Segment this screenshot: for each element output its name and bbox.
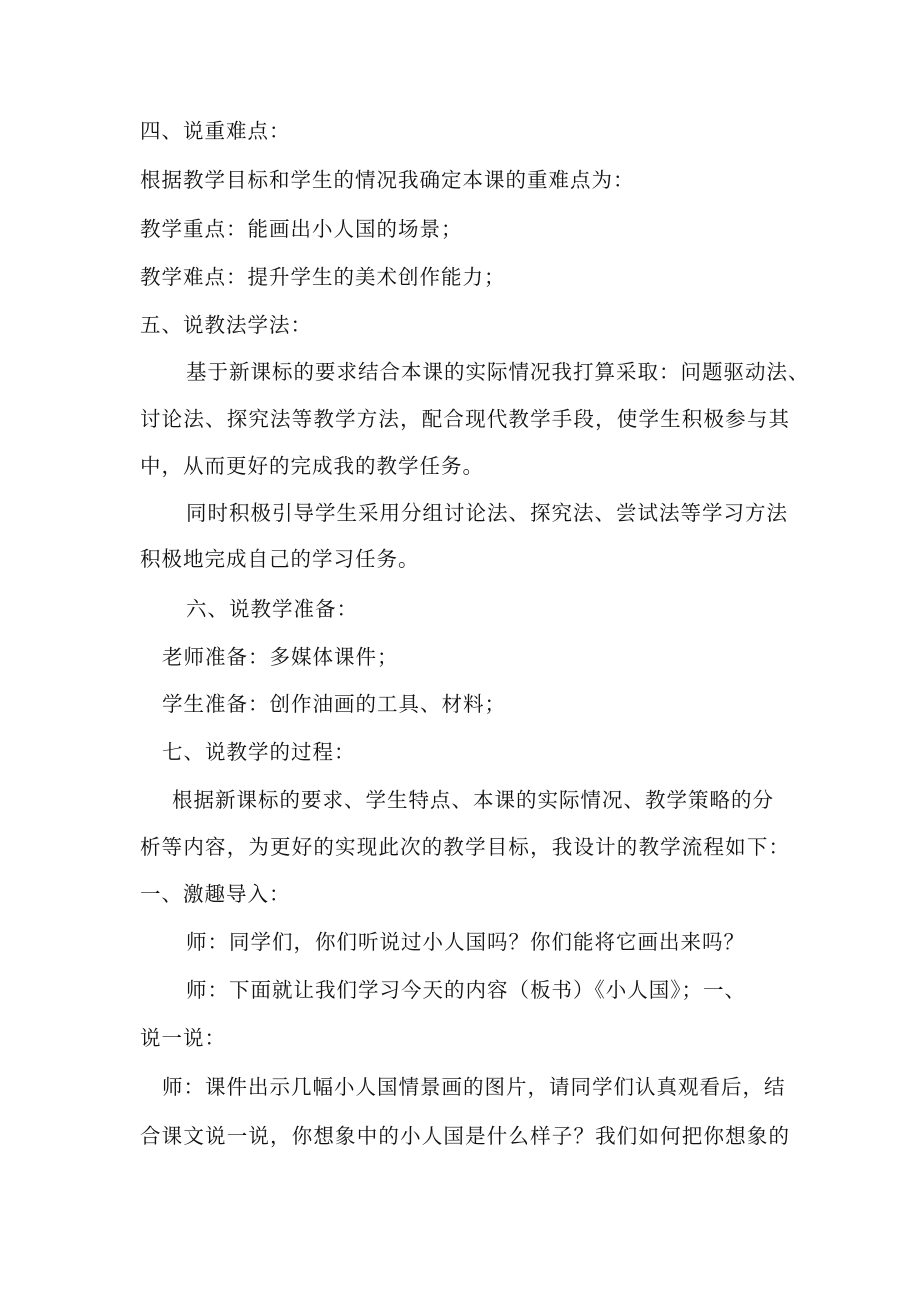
teacher-dialogue-line: 师：同学们，你们听说过小人国吗？你们能将它画出来吗？ bbox=[186, 930, 745, 954]
section4-heading: 四、说重难点： bbox=[140, 119, 291, 143]
section5-para1-line: 中，从而更好的完成我的教学任务。 bbox=[140, 454, 484, 478]
section5-para2-line: 同时积极引导学生采用分组讨论法、探究法、尝试法等学习方法 bbox=[186, 501, 788, 525]
section4-intro: 根据教学目标和学生的情况我确定本课的重难点为： bbox=[140, 168, 635, 192]
section5-para1-line: 讨论法、探究法等教学方法，配合现代教学手段，使学生积极参与其 bbox=[140, 407, 790, 431]
section6-heading: 六、说教学准备： bbox=[186, 597, 358, 621]
section7-heading: 七、说教学的过程： bbox=[162, 740, 356, 764]
step1-heading: 一、激趣导入： bbox=[140, 882, 291, 906]
section7-intro-line: 析等内容，为更好的实现此次的教学目标，我设计的教学流程如下： bbox=[140, 835, 790, 859]
student-prep: 学生准备：创作油画的工具、材料； bbox=[162, 692, 506, 716]
teacher-dialogue-line: 说一说： bbox=[140, 1026, 226, 1050]
difficult-point: 教学难点：提升学生的美术创作能力； bbox=[140, 265, 506, 289]
section5-para2-line: 积极地完成自己的学习任务。 bbox=[140, 547, 420, 571]
teacher-dialogue-line: 师：下面就让我们学习今天的内容（板书）《小人国》；一、 bbox=[186, 978, 746, 1002]
section5-heading: 五、说教法学法： bbox=[140, 313, 312, 337]
teacher-prep: 老师准备：多媒体课件； bbox=[162, 645, 399, 669]
section5-para1-line: 基于新课标的要求结合本课的实际情况我打算采取：问题驱动法、 bbox=[186, 360, 810, 384]
teacher-dialogue-line: 师：课件出示几幅小人国情景画的图片，请同学们认真观看后，结 bbox=[162, 1075, 786, 1099]
teacher-dialogue-line: 合课文说一说，你想象中的小人国是什么样子？我们如何把你想象的 bbox=[140, 1124, 790, 1148]
key-point: 教学重点：能画出小人国的场景； bbox=[140, 217, 463, 241]
section7-intro-line: 根据新课标的要求、学生特点、本课的实际情况、教学策略的分 bbox=[172, 788, 774, 812]
